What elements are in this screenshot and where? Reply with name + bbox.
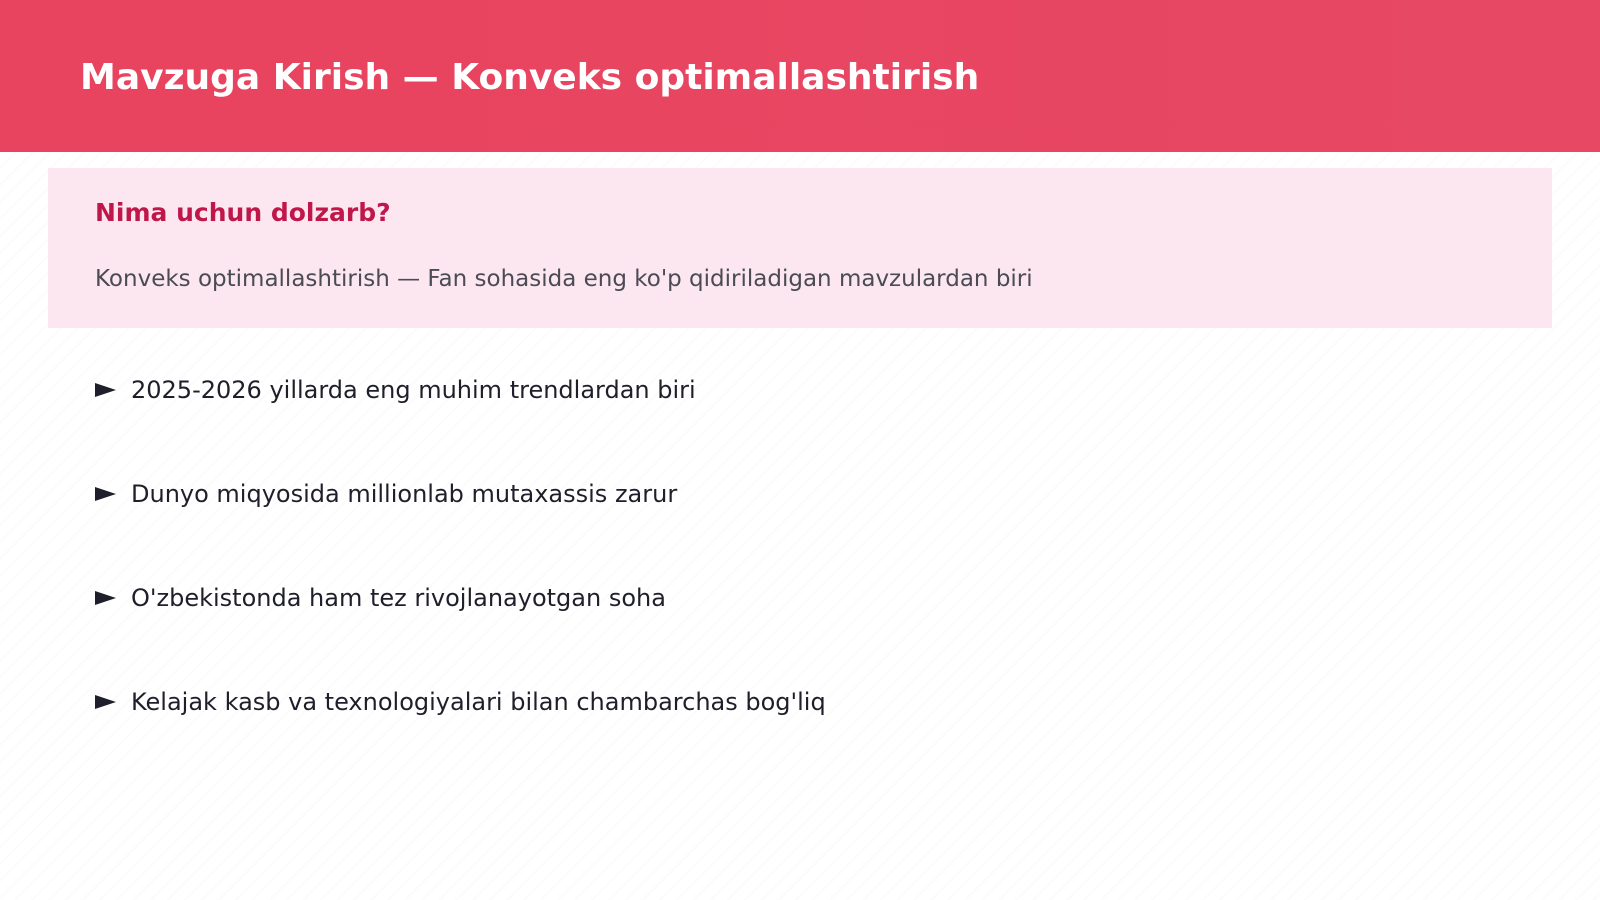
slide-title: Mavzuga Kirish — Konveks optimallashtirish bbox=[80, 57, 980, 98]
triangle-bullet-icon bbox=[95, 487, 116, 501]
callout-heading: Nima uchun dolzarb? bbox=[95, 198, 391, 227]
callout-box bbox=[48, 168, 1552, 328]
triangle-bullet-icon bbox=[95, 695, 116, 709]
bullet-text: Dunyo miqyosida millionlab mutaxassis zarur bbox=[131, 480, 678, 508]
bullet-text: O'zbekistonda ham tez rivojlanayotgan soha bbox=[131, 584, 666, 612]
bullet-text: Kelajak kasb va texnologiyalari bilan chambarchas bog'liq bbox=[131, 688, 826, 716]
triangle-bullet-icon bbox=[95, 591, 116, 605]
callout-text: Konveks optimallashtirish — Fan sohasida eng ko'p qidiriladigan mavzulardan biri bbox=[95, 266, 1033, 292]
triangle-bullet-icon bbox=[95, 383, 116, 397]
bullet-text: 2025-2026 yillarda eng muhim trendlardan biri bbox=[131, 376, 696, 404]
header-bar bbox=[0, 0, 1600, 152]
